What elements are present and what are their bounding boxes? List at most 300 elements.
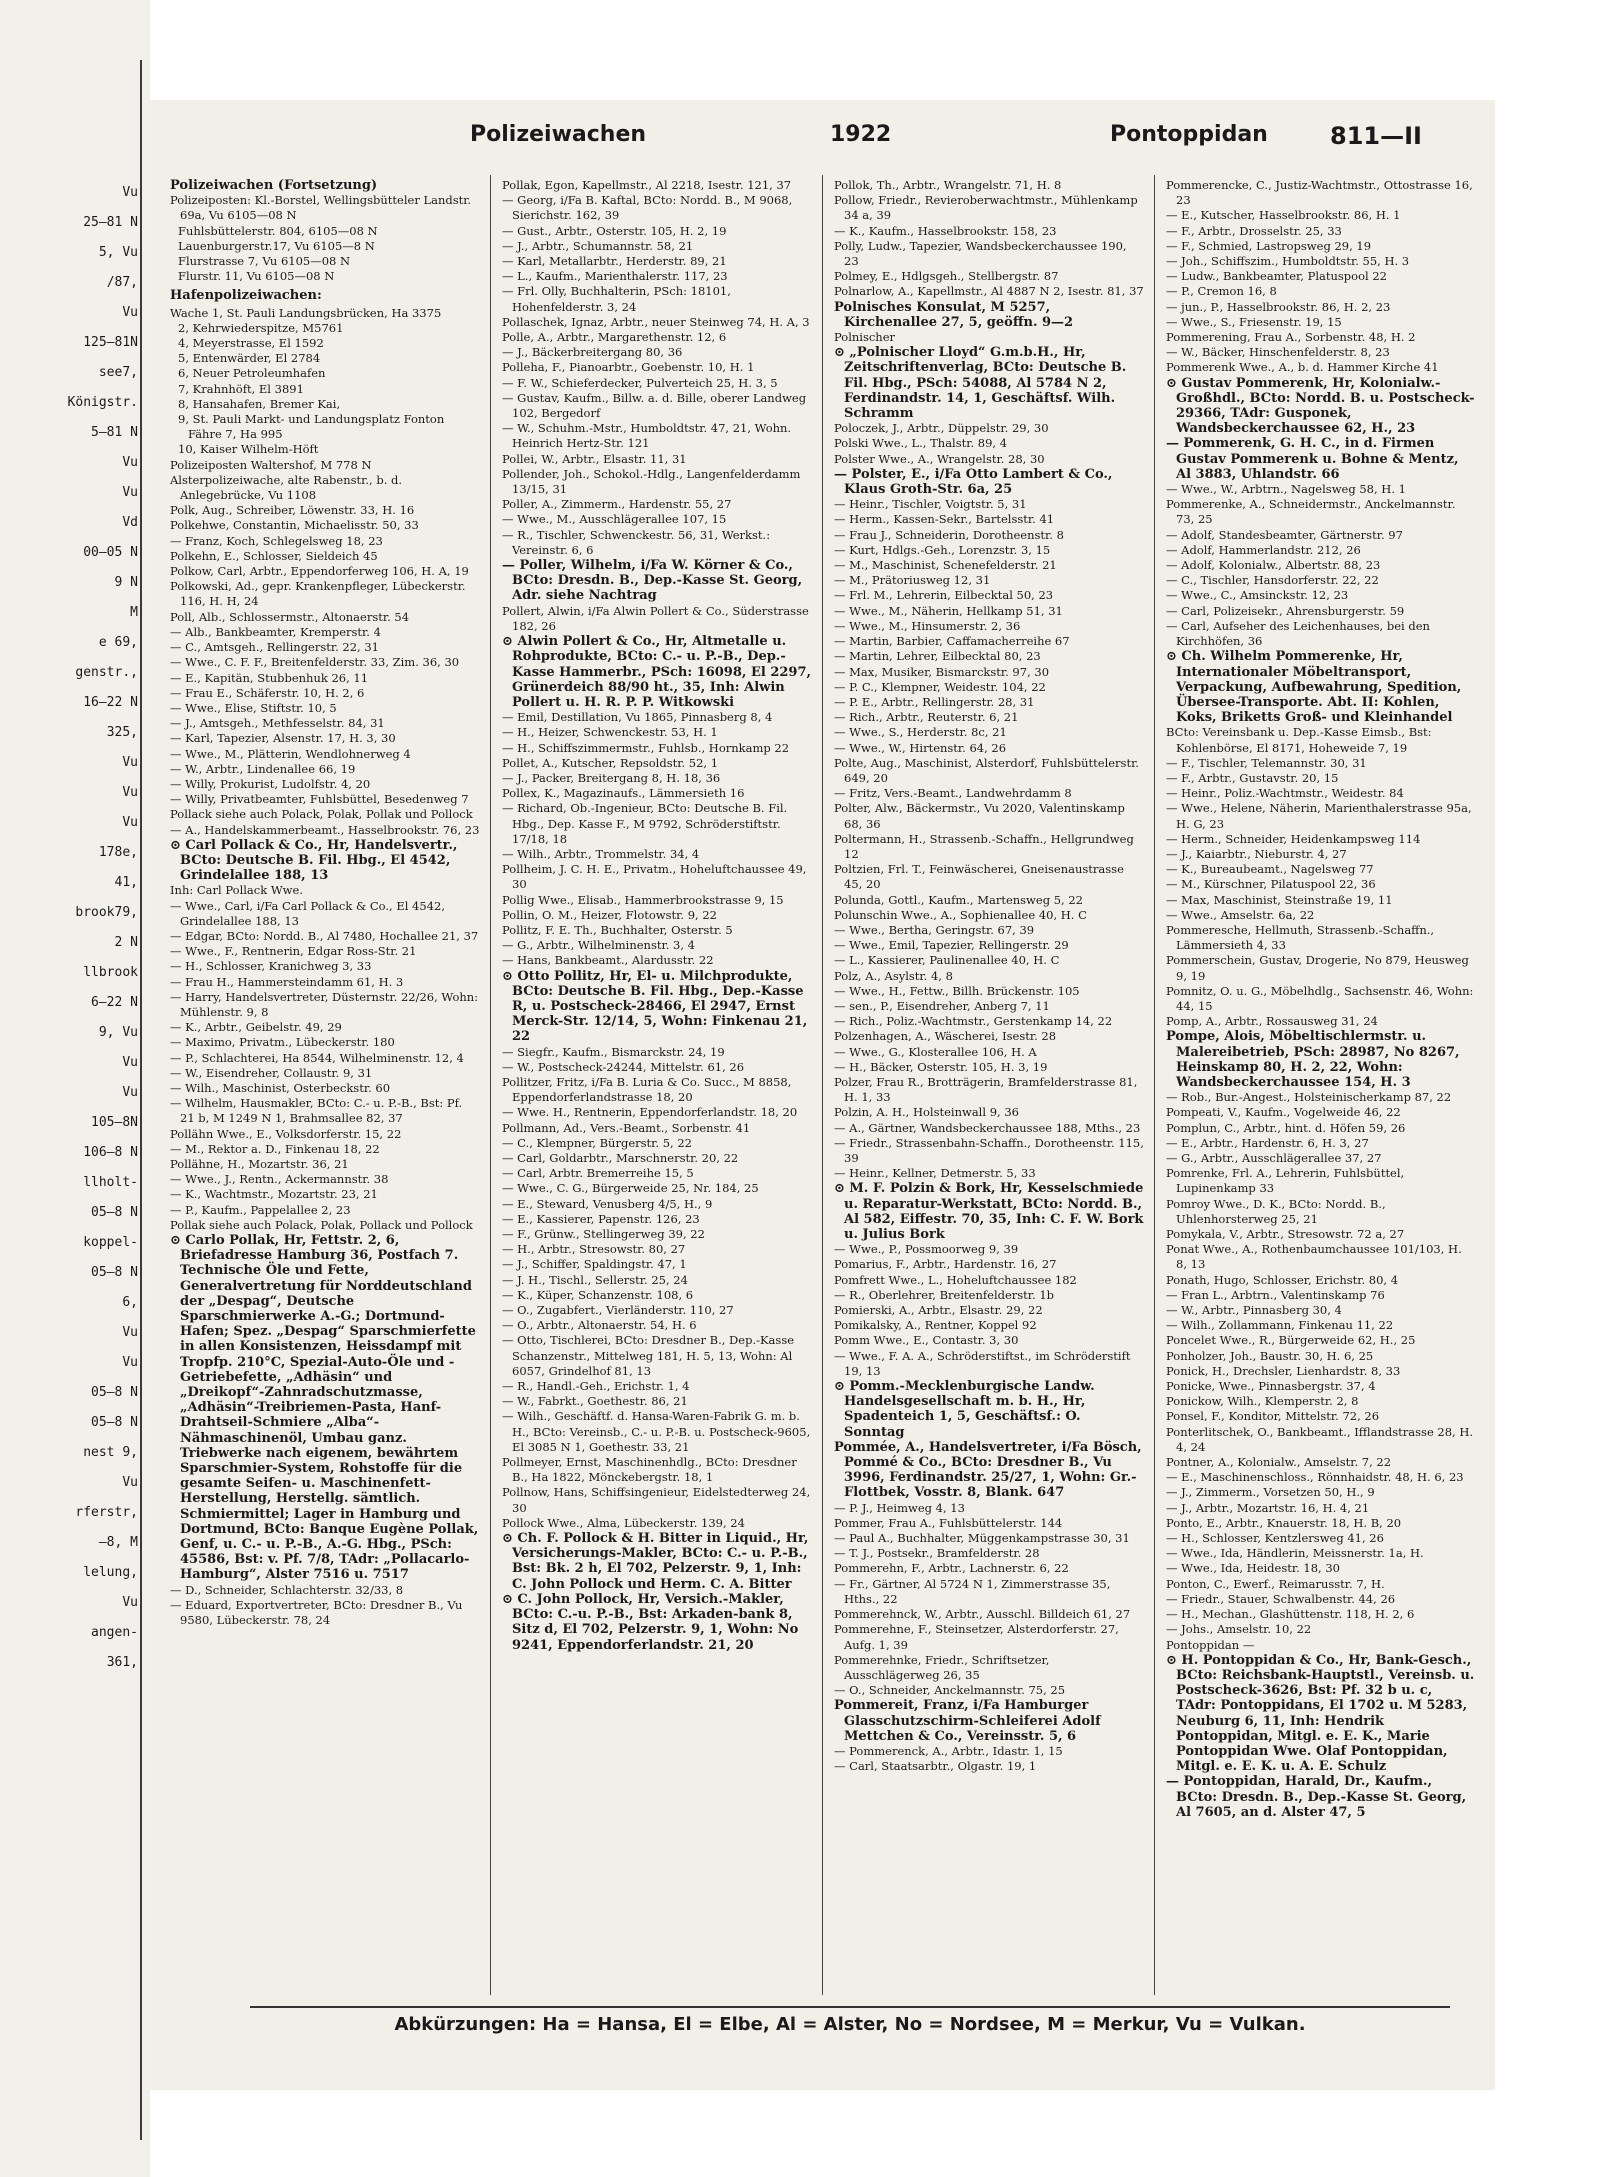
directory-entry: Ponath, Hugo, Schlosser, Erichstr. 80, 4 xyxy=(1166,1272,1399,1287)
directory-entry: — Wwe., Elise, Stiftstr. 10, 5 xyxy=(170,700,337,715)
directory-entry: — H., Schiffszimmermstr., Fuhlsb., Hornkamp 22 xyxy=(502,740,790,755)
directory-entry: — Gust., Arbtr., Osterstr. 105, H. 2, 19 xyxy=(502,223,727,238)
margin-fragment: 25—81 N xyxy=(83,215,138,230)
column-1 xyxy=(170,178,480,1988)
directory-entry: — Carl, Aufseher des Leichenhauses, bei den Kirchhöfen, 36 xyxy=(1166,618,1430,649)
directory-entry: — Pommerenk, G. H. C., in d. Firmen Gustav Pommerenk u. Bohne & Mentz, Al 3883, Uhlandstr. 66 xyxy=(1166,436,1459,482)
directory-entry: — Kurt, Hdlgs.-Geh., Lorenzstr. 3, 15 xyxy=(834,542,1051,557)
directory-entry: Pollähn Wwe., E., Volksdorferstr. 15, 22 xyxy=(170,1126,402,1141)
directory-entry: — Otto, Tischlerei, BCto: Dresdner B., Dep.-Kasse Schanzenstr., Mittelweg 181, H. 5, 13, Wohn: Al 6057, Grindelhof 81, 13 xyxy=(502,1333,795,1378)
directory-entry: Pomykala, V., Arbtr., Stresowstr. 72 a, 27 xyxy=(1166,1227,1405,1242)
margin-fragment: koppel- xyxy=(83,1235,138,1250)
directory-entry: — Heinr., Poliz.-Wachtmstr., Weidestr. 84 xyxy=(1166,786,1404,801)
directory-entry: — Carl, Polizeisekr., Ahrensburgerstr. 59 xyxy=(1166,603,1405,618)
column-divider xyxy=(490,175,491,1995)
directory-entry: Pomrenke, Frl. A., Lehrerin, Fuhlsbüttel, Lupinenkamp 33 xyxy=(1166,1166,1405,1196)
directory-entry: — Adolf, Hammerlandstr. 212, 26 xyxy=(1166,542,1361,557)
directory-entry: Pollaschek, Ignaz, Arbtr., neuer Steinweg 74, H. A, 3 xyxy=(502,314,810,329)
directory-entry: Pollex, K., Magazinaufs., Lämmersieth 16 xyxy=(502,786,745,801)
directory-entry: Polster Wwe., A., Wrangelstr. 28, 30 xyxy=(834,451,1045,466)
margin-fragment: —8, M xyxy=(98,1535,138,1550)
directory-entry: — P., Kaufm., Pappelallee 2, 23 xyxy=(170,1202,351,1217)
directory-entry: — H., Mechan., Glashüttenstr. 118, H. 2, 6 xyxy=(1166,1607,1415,1622)
directory-entry: — K., Küper, Schanzenstr. 108, 6 xyxy=(502,1287,694,1302)
margin-fragment: Vu xyxy=(122,1475,138,1490)
directory-entry: — Wwe., F. A. A., Schröderstiftst., im Schröderstift 19, 13 xyxy=(834,1348,1131,1378)
directory-entry: Polkehn, E., Schlosser, Sieldeich 45 xyxy=(170,548,378,563)
directory-entry: — Franz, Koch, Schlegelsweg 18, 23 xyxy=(170,533,383,548)
directory-entry: — Poller, Wilhelm, i/Fa W. Körner & Co., BCto: Dresdn. B., Dep.-Kasse St. Georg, Adr. siehe Nachtrag xyxy=(502,558,803,604)
directory-entry: — F., Grünw., Stellingerweg 39, 22 xyxy=(502,1227,705,1242)
directory-entry: Polski Wwe., L., Thalstr. 89, 4 xyxy=(834,436,1008,451)
adjacent-page-margin xyxy=(0,0,150,2177)
page-gutter-line xyxy=(140,60,142,2140)
directory-entry: — Frau E., Schäferstr. 10, H. 2, 6 xyxy=(170,685,365,700)
directory-entry: — T. J., Postsekr., Bramfelderstr. 28 xyxy=(834,1546,1040,1561)
directory-entry: — H., Arbtr., Stresowstr. 80, 27 xyxy=(502,1242,686,1257)
directory-entry: — Polster, E., i/Fa Otto Lambert & Co., Klaus Groth-Str. 6a, 25 xyxy=(834,466,1113,498)
margin-fragment: genstr., xyxy=(75,665,138,680)
directory-entry: Poloczek, J., Arbtr., Düppelstr. 29, 30 xyxy=(834,421,1049,436)
margin-fragment: 05—8 N xyxy=(91,1385,138,1400)
directory-entry: — Johs., Amselstr. 10, 22 xyxy=(1166,1622,1312,1637)
directory-entry: ⊙ H. Pontoppidan & Co., Hr, Bank-Gesch., BCto: Reichsbank-Hauptstl., Vereinsb. u. Postscheck-3626, Bst: Pf. 32 b u. c, TAdr: Pontoppidans, El 1702 u. M 5283, Neuburg 6, 11, Inh: Hendrik Pontoppidan, Mitgl. e. E. K., Marie Pontoppidan Wwe. Olaf Pontoppidan, Mitgl. e. E. K. u. A. E. Schulz xyxy=(1166,1652,1475,1775)
column-divider xyxy=(1154,175,1155,1995)
directory-entry: — Georg, i/Fa B. Kaftal, BCto: Nordd. B., M 9068, Sierichstr. 162, 39 xyxy=(502,193,793,223)
margin-fragment: 125—81N xyxy=(83,335,138,350)
margin-fragment: Vu xyxy=(122,1595,138,1610)
header-year: 1922 xyxy=(830,122,892,147)
directory-entry: — Carl, Arbtr. Bremerreihe 15, 5 xyxy=(502,1166,694,1181)
directory-entry: — J., Kaiarbtr., Nieburstr. 4, 27 xyxy=(1166,846,1347,861)
directory-entry: Pontner, A., Kolonialw., Amselstr. 7, 22 xyxy=(1166,1455,1392,1470)
directory-entry: — Richard, Ob.-Ingenieur, BCto: Deutsche B. Fil. Hbg., Dep. Kasse F., M 9792, Schröderstiftstr. 17/18, 18 xyxy=(502,801,788,846)
directory-entry: Polmey, E., Hdlgsgeh., Stellbergstr. 87 xyxy=(834,269,1059,284)
margin-fragment: Vu xyxy=(122,785,138,800)
header-section-title: Polizeiwachen xyxy=(470,122,647,147)
directory-entry: — H., Schlosser, Kentzlersweg 41, 26 xyxy=(1166,1531,1384,1546)
directory-entry: Polkow, Carl, Arbtr., Eppendorferweg 106, H. A, 19 xyxy=(170,564,469,579)
directory-entry: — H., Bäcker, Osterstr. 105, H. 3, 19 xyxy=(834,1059,1048,1074)
directory-entry: — E., Maschinenschloss., Rönnhaidstr. 48, H. 6, 23 xyxy=(1166,1470,1464,1485)
directory-entry: — Fr., Gärtner, Al 5724 N 1, Zimmerstrasse 35, Hths., 22 xyxy=(834,1576,1111,1606)
directory-entry: — J., Arbtr., Mozartstr. 16, H. 4, 21 xyxy=(1166,1500,1370,1515)
directory-entry: — Wwe., W., Hirtenstr. 64, 26 xyxy=(834,740,1007,755)
directory-entry: — E., Arbtr., Hardenstr. 6, H. 3, 27 xyxy=(1166,1135,1369,1150)
directory-entry: — Frau H., Hammersteindamm 61, H. 3 xyxy=(170,974,404,989)
directory-entry: Hafenpolizeiwachen: xyxy=(170,288,322,304)
directory-entry: Pollender, Joh., Schokol.-Hdlg., Langenfelderdamm 13/15, 31 xyxy=(502,466,801,497)
directory-entry: ⊙ Ch. Wilhelm Pommerenke, Hr, Internationaler Möbeltransport, Verpackung, Aufbewahrung, Spedition, Übersee-Transporte. Abt. II: Kohlen, Koks, Briketts Groß- und Kleinhandel xyxy=(1166,649,1462,726)
directory-entry: Polzin, A. H., Holsteinwall 9, 36 xyxy=(834,1105,1019,1120)
directory-entry: Pomierski, A., Arbtr., Elsastr. 29, 22 xyxy=(834,1303,1043,1318)
directory-entry: — Wwe., M., Näherin, Hellkamp 51, 31 xyxy=(834,603,1063,618)
margin-fragment: 00—05 N xyxy=(83,545,138,560)
directory-entry: — Karl, Metallarbtr., Herderstr. 89, 21 xyxy=(502,254,727,269)
directory-entry: Pollow, Friedr., Revieroberwachtmstr., Mühlenkamp 34 a, 39 xyxy=(834,193,1138,223)
directory-entry: — J., Zimmerm., Vorsetzen 50, H., 9 xyxy=(1166,1485,1375,1500)
directory-entry: Pollitzer, Fritz, i/Fa B. Luria & Co. Succ., M 8858, Eppendorferlandstrasse 18, 20 xyxy=(502,1074,792,1105)
directory-entry: Pommerehnke, Friedr., Schriftsetzer, Ausschlägerweg 26, 35 xyxy=(834,1652,1050,1682)
directory-entry: — Wwe., C. G., Bürgerweide 25, Nr. 184, 25 xyxy=(502,1181,759,1196)
directory-entry: — Wilhelm, Hausmakler, BCto: C.- u. P.-B., Bst: Pf. 21 b, M 1249 N 1, Brahmsallee 82, 37 xyxy=(170,1096,463,1126)
directory-entry: Pollin, O. M., Heizer, Flotowstr. 9, 22 xyxy=(502,907,717,922)
directory-entry: ⊙ Carl Pollack & Co., Hr, Handelsvertr., BCto: Deutsche B. Fil. Hbg., El 4542, Grindelallee 188, 13 xyxy=(170,837,458,884)
directory-entry: — Wwe., Helene, Näherin, Marienthalerstrasse 95a, H. G, 23 xyxy=(1166,801,1472,831)
directory-entry: Poll, Alb., Schlossermstr., Altonaerstr. 54 xyxy=(170,609,410,624)
directory-entry: — Siegfr., Kaufm., Bismarckstr. 24, 19 xyxy=(502,1044,725,1059)
directory-entry: Pommeresche, Hellmuth, Strassenb.-Schaffn., Lämmersieth 4, 33 xyxy=(1166,922,1435,953)
directory-entry: — Adolf, Kolonialw., Albertstr. 88, 23 xyxy=(1166,558,1381,573)
directory-entry: Ponat Wwe., A., Rothenbaumchaussee 101/103, H. 8, 13 xyxy=(1166,1242,1462,1272)
directory-entry: — F., Schmied, Lastropsweg 29, 19 xyxy=(1166,238,1372,253)
directory-entry: Pollak siehe auch Polack, Polak, Pollack und Pollock xyxy=(170,1217,473,1232)
directory-entry: Ponickow, Wilh., Klemperstr. 2, 8 xyxy=(1166,1394,1359,1409)
directory-entry: 5, Entenwärder, El 2784 xyxy=(178,351,321,366)
directory-entry: — Carl, Staatsarbtr., Olgastr. 19, 1 xyxy=(834,1759,1037,1774)
directory-entry: — Wwe., Amselstr. 6a, 22 xyxy=(1166,907,1315,922)
margin-fragment: Vu xyxy=(122,1085,138,1100)
directory-entry: — Wilh., Zollammann, Finkenau 11, 22 xyxy=(1166,1318,1394,1333)
directory-entry: — W., Arbtr., Lindenallee 66, 19 xyxy=(170,761,356,776)
directory-entry: — Rich., Poliz.-Wachtmstr., Gerstenkamp 14, 22 xyxy=(834,1014,1113,1029)
margin-fragment: 2 N xyxy=(114,935,138,950)
column-2 xyxy=(502,178,812,1988)
directory-entry: — G., Arbtr., Ausschlägerallee 37, 27 xyxy=(1166,1151,1382,1165)
directory-entry: — J., Packer, Breitergang 8, H. 18, 36 xyxy=(502,770,721,785)
directory-entry: Pollähne, H., Mozartstr. 36, 21 xyxy=(170,1157,349,1171)
directory-entry: — J., Arbtr., Schumannstr. 58, 21 xyxy=(502,238,694,253)
header-page-number: 811—II xyxy=(1330,122,1422,150)
margin-fragment: /87, xyxy=(106,275,138,290)
margin-fragment: Vu xyxy=(122,485,138,500)
directory-entry: — K., Arbtr., Geibelstr. 49, 29 xyxy=(170,1020,342,1035)
directory-entry: Pollheim, J. C. H. E., Privatm., Hoheluftchaussee 49, 30 xyxy=(502,862,807,892)
margin-fragment: 5, Vu xyxy=(98,245,138,260)
directory-entry: — L., Kaufm., Marienthalerstr. 117, 23 xyxy=(502,269,728,284)
margin-fragment: Vu xyxy=(122,1325,138,1340)
margin-fragment: nest 9, xyxy=(83,1445,138,1460)
margin-fragment: lelung, xyxy=(83,1565,138,1580)
directory-entry: — Wwe. H., Rentnerin, Eppendorferlandstr. 18, 20 xyxy=(502,1105,798,1120)
directory-entry: — Paul A., Buchhalter, Müggenkampstrasse 30, 31 xyxy=(834,1531,1130,1546)
directory-entry: — Gustav, Kaufm., Billw. a. d. Bille, oberer Landweg 102, Bergedorf xyxy=(502,390,807,421)
directory-entry: — Wwe., H., Fettw., Billh. Brückenstr. 105 xyxy=(834,983,1080,998)
directory-entry: — Wwe., J., Rentn., Ackermannstr. 38 xyxy=(170,1172,389,1187)
directory-entry: — O., Arbtr., Altonaerstr. 54, H. 6 xyxy=(502,1318,697,1333)
margin-fragment: 361, xyxy=(106,1655,138,1670)
directory-entry: — F., Arbtr., Drosselstr. 25, 33 xyxy=(1166,223,1342,238)
directory-entry: — Wwe., M., Ausschlägerallee 107, 15 xyxy=(502,512,727,527)
directory-entry: — A., Gärtner, Wandsbeckerchaussee 188, Mths., 23 xyxy=(834,1120,1141,1135)
directory-entry: — Joh., Schiffszim., Humboldtstr. 55, H. 3 xyxy=(1166,254,1410,269)
directory-entry: Pomfrett Wwe., L., Hoheluftchaussee 182 xyxy=(834,1272,1077,1287)
directory-entry: — W., Eisendreher, Collaustr. 9, 31 xyxy=(170,1065,373,1080)
directory-entry: — K., Kaufm., Hasselbrookstr. 158, 23 xyxy=(834,223,1057,238)
directory-entry: ⊙ Ch. F. Pollock & H. Bitter in Liquid., Hr, Versicherungs-Makler, BCto: C.- u. P.-B., Bst: Bk. 2 h, El 702, Pelzerstr. 9, 1, Inh: C. John Pollock und Herm. C. A. Bitter xyxy=(502,1531,809,1592)
directory-entry: — M., Maschinist, Schenefelderstr. 21 xyxy=(834,558,1057,573)
directory-entry: — Willy, Privatbeamter, Fuhlsbüttel, Besedenweg 7 xyxy=(170,792,469,807)
column-4 xyxy=(1166,178,1476,1988)
directory-entry: Pomikalsky, A., Rentner, Koppel 92 xyxy=(834,1318,1037,1333)
directory-entry: Ponicke, Wwe., Pinnasbergstr. 37, 4 xyxy=(1166,1379,1376,1394)
directory-entry: Pontoppidan — xyxy=(1166,1637,1255,1652)
directory-entry: — P. J., Heimweg 4, 13 xyxy=(834,1500,965,1515)
margin-fragment: llholt- xyxy=(83,1175,138,1190)
directory-entry: Pomnitz, O. u. G., Möbelhdlg., Sachsenstr. 46, Wohn: 44, 15 xyxy=(1166,983,1474,1013)
directory-entry: — Wwe., Ida, Händlerin, Meissnerstr. 1a, H. xyxy=(1166,1546,1424,1561)
directory-entry: Pommerehn, F., Arbtr., Lachnerstr. 6, 22 xyxy=(834,1561,1069,1576)
directory-entry: — Wilh., Geschäftf. d. Hansa-Waren-Fabrik G. m. b. H., BCto: Vereinsb., C.- u. P.-B. u. Postscheck-9605, El 3085 N 1, Goethestr. 33, 21 xyxy=(502,1409,811,1454)
directory-entry: Pollet, A., Kutscher, Repsoldstr. 52, 1 xyxy=(502,755,719,770)
directory-entry: 4, Meyerstrasse, El 1592 xyxy=(178,336,324,351)
directory-entry: — K., Wachtmstr., Mozartstr. 23, 21 xyxy=(170,1187,378,1202)
directory-entry: Pommerenk Wwe., A., b. d. Hammer Kirche 41 xyxy=(1166,360,1439,375)
directory-entry: Polly, Ludw., Tapezier, Wandsbeckerchaussee 190, 23 xyxy=(834,238,1127,269)
directory-entry: 2, Kehrwiederspitze, M5761 xyxy=(178,320,344,335)
directory-entry: Polkowski, Ad., gepr. Krankenpfleger, Lübeckerstr. 116, H. H, 24 xyxy=(170,579,466,609)
directory-entry: Pommerehne, F., Steinsetzer, Alsterdorferstr. 27, Aufg. 1, 39 xyxy=(834,1622,1119,1652)
directory-entry: — Fran L., Arbtrn., Valentinskamp 76 xyxy=(1166,1287,1385,1302)
directory-entry: Flurstr. 11, Vu 6105—08 N xyxy=(178,269,335,284)
directory-entry: — M., Kürschner, Pilatuspool 22, 36 xyxy=(1166,877,1376,892)
directory-entry: Pompe, Alois, Möbeltischlermstr. u. Malereibetrieb, PSch: 28987, No 8267, Heinskamp 80, H. 2, 22, Wohn: Wandsbeckerchaussee 154, H. 3 xyxy=(1166,1029,1460,1090)
directory-entry: Polunda, Gottl., Kaufm., Martensweg 5, 22 xyxy=(834,892,1083,907)
directory-entry: — D., Schneider, Schlachterstr. 32/33, 8 xyxy=(170,1582,404,1597)
directory-entry: — P., Cremon 16, 8 xyxy=(1166,284,1277,299)
directory-entry: — Wwe., Emil, Tapezier, Rellingerstr. 29 xyxy=(834,938,1069,953)
directory-entry: — Eduard, Exportvertreter, BCto: Dresdner B., Vu 9580, Lübeckerstr. 78, 24 xyxy=(170,1597,463,1628)
directory-entry: Ponterlitschek, O., Bankbeamt., Ifflandstrasse 28, H. 4, 24 xyxy=(1166,1424,1474,1454)
directory-entry: Pommer, Frau A., Fuhlsbüttelerstr. 144 xyxy=(834,1515,1063,1530)
running-header xyxy=(150,122,1495,162)
directory-entry: Pommée, A., Handelsvertreter, i/Fa Bösch, Pommé & Co., BCto: Dresdner B., Vu 3996, Ferdinandstr. 25/27, 1, Wohn: Gr.-Flottbek, Vosstr. 8, Blank. 647 xyxy=(834,1439,1142,1501)
margin-fragment: 41, xyxy=(114,875,138,890)
directory-entry: — Martin, Lehrer, Eilbecktal 80, 23 xyxy=(834,649,1041,664)
directory-entry: — F., Tischler, Telemannstr. 30, 31 xyxy=(1166,755,1367,770)
directory-entry: — F. W., Schieferdecker, Pulverteich 25, H. 3, 5 xyxy=(502,375,778,390)
directory-entry: — Rich., Arbtr., Reuterstr. 6, 21 xyxy=(834,710,1019,725)
margin-fragment: e 69, xyxy=(98,635,138,650)
directory-entry: — L., Kassierer, Paulinenallee 40, H. C xyxy=(834,953,1060,968)
margin-fragment: Vu xyxy=(122,185,138,200)
margin-fragment: llbrook xyxy=(83,965,138,980)
directory-entry: — Wwe., P., Possmoorweg 9, 39 xyxy=(834,1242,1019,1257)
directory-entry: 8, Hansahafen, Bremer Kai, xyxy=(178,396,341,411)
directory-entry: — F., Arbtr., Gustavstr. 20, 15 xyxy=(1166,770,1339,785)
directory-entry: Pollmann, Ad., Vers.-Beamt., Sorbenstr. 41 xyxy=(502,1120,751,1135)
directory-entry: Polizeiposten: Kl.-Borstel, Wellingsbütteler Landstr. 69a, Vu 6105—08 N xyxy=(170,193,472,223)
directory-entry: — J., Schiffer, Spaldingstr. 47, 1 xyxy=(502,1257,687,1272)
margin-fragment: Vu xyxy=(122,1055,138,1070)
directory-entry: — Karl, Tapezier, Alsenstr. 17, H. 3, 30 xyxy=(170,731,396,746)
directory-entry: — Ludw., Bankbeamter, Platuspool 22 xyxy=(1166,269,1387,284)
directory-entry: Ponholzer, Joh., Baustr. 30, H. 6, 25 xyxy=(1166,1348,1374,1363)
directory-entry: Polizeiposten Waltershof, M 778 N xyxy=(170,457,372,472)
abbreviations-footer: Abkürzungen: Ha = Hansa, El = Elbe, Al = Alster, No = Nordsee, M = Merkur, Vu = Vulkan. xyxy=(250,2006,1450,2046)
directory-entry: Polz, A., Asylstr. 4, 8 xyxy=(834,968,953,983)
directory-entry: — Wwe., Ida, Heidestr. 18, 30 xyxy=(1166,1561,1340,1576)
directory-entry: Pollert, Alwin, i/Fa Alwin Pollert & Co., Süderstrasse 182, 26 xyxy=(502,603,809,633)
directory-page xyxy=(150,100,1495,2090)
directory-entry: Polter, Alw., Bäckermstr., Vu 2020, Valentinskamp 68, 36 xyxy=(834,801,1125,831)
margin-fragment: 05—8 N xyxy=(91,1205,138,1220)
directory-entry: Polunschin Wwe., A., Sophienallee 40, H. C xyxy=(834,907,1087,922)
directory-entry: — Wwe., C. F. F., Breitenfelderstr. 33, Zim. 36, 30 xyxy=(170,655,460,670)
directory-entry: — Herm., Kassen-Sekr., Bartelsstr. 41 xyxy=(834,512,1055,527)
directory-entry: — Friedr., Stauer, Schwalbenstr. 44, 26 xyxy=(1166,1591,1396,1606)
directory-entry: 6, Neuer Petroleumhafen xyxy=(178,366,326,381)
directory-entry: — Maximo, Privatm., Lübeckerstr. 180 xyxy=(170,1035,395,1050)
directory-entry: — Wwe., S., Friesenstr. 19, 15 xyxy=(1166,314,1342,329)
margin-fragment: Vd xyxy=(122,515,138,530)
margin-fragment: Vu xyxy=(122,1355,138,1370)
directory-entry: ⊙ C. John Pollock, Hr, Versich.-Makler, BCto: C.-u. P.-B., Bst: Arkaden-bank 8, Sitz d, El 702, Pelzerstr. 9, 1, Wohn: No 9241, Eppendorferlandstr. 21, 20 xyxy=(502,1591,799,1653)
directory-entry: Pollitz, F. E. Th., Buchhalter, Osterstr. 5 xyxy=(502,922,733,937)
directory-entry: — Wilh., Maschinist, Osterbeckstr. 60 xyxy=(170,1080,391,1095)
directory-entry: ⊙ Carlo Pollak, Hr, Fettstr. 2, 6, Briefadresse Hamburg 36, Postfach 7. Technische Öle und Fette, Generalvertretung für Norddeutschland der „Despag“, Deutsche Sparschmierwerke A.-G.; Dortmund-Hafen; Spez. „Despag“ Sparschmierfette in allen Konsistenzen, Heissdampf mit Tropfp. 210°C, Spezial-Auto-Öle und -Getriebefette, „Adhäsin“ und „Dreikopf“-Zahnradschutzmasse, „Adhäsin“-Treibriemen-Pasta, Hanf-Drahtseil-Schmiere „Alba“-Nähmaschinenöl, Umbau ganz. Triebwerke nach eigenem, bewährtem Sparschmier-System, Rohstoffe für die gesamte Seifen- u. Maschinenfett-Herstellung, Herstellg. sämtlich. Schmiermittel; Lager in Hamburg und Dortmund, BCto: Banque Eugène Pollak, Genf, u. C.- u. P.-B., A.-G. Hbg., PSch: 45586, Bst: v. Pf. 7/8, TAdr: „Pollacarlo-Hamburg“, Alster 7516 u. 7517 xyxy=(170,1233,479,1583)
directory-entry: Pomarius, F., Arbtr., Hardenstr. 16, 27 xyxy=(834,1257,1057,1272)
directory-entry: — C., Tischler, Hansdorferstr. 22, 22 xyxy=(1166,573,1379,588)
directory-entry: Polnisches Konsulat, M 5257, Kirchenallee 27, 5, geöffn. 9—2 xyxy=(834,299,1074,330)
directory-entry: Wache 1, St. Pauli Landungsbrücken, Ha 3375 xyxy=(170,305,442,320)
directory-entry: — W., Postscheck-24244, Mittelstr. 61, 26 xyxy=(502,1059,745,1074)
directory-entry: ⊙ M. F. Polzin & Bork, Hr, Kesselschmiede u. Reparatur-Werkstatt, BCto: Nordd. B., Al 582, Eiffestr. 70, 35, Inh: C. F. W. Bork u. Julius Bork xyxy=(834,1181,1144,1243)
directory-entry: — K., Bureaubeamt., Nagelsweg 77 xyxy=(1166,862,1374,877)
directory-entry: Poltermann, H., Strassenb.-Schaffn., Hellgrundweg 12 xyxy=(834,831,1134,861)
directory-entry: Pollak, Egon, Kapellmstr., Al 2218, Isestr. 121, 37 xyxy=(502,178,792,192)
directory-entry: — Wwe., M., Hinsumerstr. 2, 36 xyxy=(834,618,1021,633)
directory-entry: — R., Oberlehrer, Breitenfelderstr. 1b xyxy=(834,1287,1055,1302)
margin-fragment: Vu xyxy=(122,815,138,830)
margin-fragment: 106—8 N xyxy=(83,1145,138,1160)
directory-entry: — E., Kassierer, Papenstr. 126, 23 xyxy=(502,1211,700,1226)
directory-entry: — Wwe., G., Klosterallee 106, H. A xyxy=(834,1044,1037,1059)
directory-entry: — Wwe., Bertha, Geringstr. 67, 39 xyxy=(834,922,1035,937)
directory-entry: — Herm., Schneider, Heidenkampsweg 114 xyxy=(1166,831,1421,846)
margin-fragment: 6, xyxy=(122,1295,138,1310)
directory-entry: — Wwe., C., Amsinckstr. 12, 23 xyxy=(1166,588,1349,603)
directory-entry: Polzer, Frau R., Brotträgerin, Bramfelderstrasse 81, H. 1, 33 xyxy=(834,1074,1138,1105)
directory-entry: — W., Arbtr., Pinnasberg 30, 4 xyxy=(1166,1303,1342,1318)
directory-entry: — Martin, Barbier, Caffamacherreihe 67 xyxy=(834,634,1070,649)
directory-entry: — J., Amtsgeh., Methfesselstr. 84, 31 xyxy=(170,716,385,731)
directory-entry: — Max, Musiker, Bismarckstr. 97, 30 xyxy=(834,664,1050,679)
directory-entry: — sen., P., Eisendreher, Anberg 7, 11 xyxy=(834,998,1050,1013)
directory-entry: Ponto, E., Arbtr., Knauerstr. 18, H. B, 20 xyxy=(1166,1515,1402,1530)
directory-entry: Poncelet Wwe., R., Bürgerweide 62, H., 25 xyxy=(1166,1333,1416,1348)
directory-entry: Pomplun, C., Arbtr., hint. d. Höfen 59, 26 xyxy=(1166,1120,1406,1135)
directory-entry: — Wwe., W., Arbtrn., Nagelsweg 58, H. 1 xyxy=(1166,482,1406,497)
directory-entry: Pompeati, V., Kaufm., Vogelweide 46, 22 xyxy=(1166,1105,1401,1120)
directory-entry: — Fritz, Vers.-Beamt., Landwehrdamm 8 xyxy=(834,786,1072,801)
directory-entry: Polte, Aug., Maschinist, Alsterdorf, Fuhlsbüttelerstr. 649, 20 xyxy=(834,755,1139,785)
directory-entry: Polk, Aug., Schreiber, Löwenstr. 33, H. 16 xyxy=(170,503,415,518)
margin-fragment: see7, xyxy=(98,365,138,380)
margin-fragment: 9, Vu xyxy=(98,1025,138,1040)
margin-fragment: 16—22 N xyxy=(83,695,138,710)
directory-entry: Polzenhagen, A., Wäscherei, Isestr. 28 xyxy=(834,1029,1057,1044)
directory-entry: — A., Handelskammerbeamt., Hasselbrookstr. 76, 23 xyxy=(170,822,480,837)
directory-entry: — P. E., Arbtr., Rellingerstr. 28, 31 xyxy=(834,694,1035,709)
directory-entry: — Willy, Prokurist, Ludolfstr. 4, 20 xyxy=(170,776,371,791)
directory-entry: — W., Fabrkt., Goethestr. 86, 21 xyxy=(502,1394,688,1409)
directory-entry: ⊙ Alwin Pollert & Co., Hr, Altmetalle u. Rohprodukte, BCto: C.- u. P.-B., Dep.-Kasse Hammerbr., PSch: 16098, El 2297, Grünerdeich 88/90 ht., 35, Inh: Alwin Pollert u. H. R. P. P. Witkowski xyxy=(502,634,812,710)
directory-entry: — Pontoppidan, Harald, Dr., Kaufm., BCto: Dresdn. B., Dep.-Kasse St. Georg, Al 7605, an d. Alster 47, 5 xyxy=(1166,1774,1467,1820)
directory-entry: — H., Schlosser, Kranichweg 3, 33 xyxy=(170,959,372,974)
directory-entry: — M., Rektor a. D., Finkenau 18, 22 xyxy=(170,1141,380,1156)
directory-entry: Pollmeyer, Ernst, Maschinenhdlg., BCto: Dresdner B., Ha 1822, Mönckebergstr. 18, 1 xyxy=(502,1455,797,1485)
margin-fragment: 105—8N xyxy=(91,1115,138,1130)
directory-entry: — Heinr., Tischler, Voigtstr. 5, 31 xyxy=(834,497,1027,512)
directory-entry: — W., Bäcker, Hinschenfelderstr. 8, 23 xyxy=(1166,345,1390,360)
column-3 xyxy=(834,178,1144,1988)
margin-fragment: 6—22 N xyxy=(91,995,138,1010)
directory-entry: Pomroy Wwe., D. K., BCto: Nordd. B., Uhlenhorsterweg 25, 21 xyxy=(1166,1196,1386,1226)
directory-entry: — Frau J., Schneiderin, Dorotheenstr. 8 xyxy=(834,527,1064,542)
margin-fragment: 178e, xyxy=(98,845,138,860)
directory-entry: — M., Prätoriusweg 12, 31 xyxy=(834,573,991,588)
directory-entry: — Wwe., S., Herderstr. 8c, 21 xyxy=(834,725,1007,740)
directory-entry: — Adolf, Standesbeamter, Gärtnerstr. 97 xyxy=(1166,527,1403,542)
directory-entry: Pollig Wwe., Elisab., Hammerbrookstrasse 9, 15 xyxy=(502,892,784,907)
directory-entry: — O., Schneider, Anckelmannstr. 75, 25 xyxy=(834,1683,1066,1698)
directory-entry: 7, Krahnhöft, El 3891 xyxy=(178,381,304,396)
directory-entry: ⊙ Otto Pollitz, Hr, El- u. Milchprodukte, BCto: Deutsche B. Fil. Hbg., Dep.-Kasse R, u. Postscheck-28466, El 2947, Ernst Merck-Str. 12/14, 5, Wohn: Finkenau 21, 22 xyxy=(502,968,808,1045)
directory-entry: — P. C., Klempner, Weidestr. 104, 22 xyxy=(834,679,1046,694)
directory-entry: ⊙ Gustav Pommerenk, Hr, Kolonialw.-Großhdl., BCto: Nordd. B. u. Postscheck-29366, TAdr: Gusponek, Wandsbeckerchaussee 62, H., 23 xyxy=(1166,375,1475,437)
directory-entry: — Frl. M., Lehrerin, Eilbecktal 50, 23 xyxy=(834,588,1054,603)
directory-entry: Ponsel, F., Konditor, Mittelstr. 72, 26 xyxy=(1166,1409,1380,1424)
directory-entry: Polleha, F., Pianoarbtr., Goebenstr. 10, H. 1 xyxy=(502,360,755,375)
directory-entry: Pommerening, Frau A., Sorbenstr. 48, H. 2 xyxy=(1166,330,1416,345)
margin-fragment: brook79, xyxy=(75,905,138,920)
directory-entry: Flurstrasse 7, Vu 6105—08 N xyxy=(178,254,351,269)
margin-fragment: 5—81 N xyxy=(91,425,138,440)
directory-entry: Ponton, C., Ewerf., Reimarusstr. 7, H. xyxy=(1166,1576,1385,1591)
margin-fragment: M xyxy=(130,605,138,620)
directory-entry: — Heinr., Kellner, Detmerstr. 5, 33 xyxy=(834,1166,1036,1181)
directory-entry: — Wwe., F., Rentnerin, Edgar Ross-Str. 21 xyxy=(170,944,417,959)
directory-entry: Pollei, W., Arbtr., Elsastr. 11, 31 xyxy=(502,451,687,466)
directory-entry: — Wwe., Carl, i/Fa Carl Pollack & Co., El 4542, Grindelallee 188, 13 xyxy=(170,898,445,928)
directory-entry: Pomm Wwe., E., Contastr. 3, 30 xyxy=(834,1333,1019,1348)
directory-entry: Ponick, H., Drechsler, Lienhardstr. 8, 33 xyxy=(1166,1363,1401,1378)
directory-entry: BCto: Vereinsbank u. Dep.-Kasse Eimsb., Bst: Kohlenbörse, El 8171, Hoheweide 7, 19 xyxy=(1166,725,1432,755)
directory-entry: — G., Arbtr., Wilhelminenstr. 3, 4 xyxy=(502,938,695,953)
margin-fragment: 05—8 N xyxy=(91,1265,138,1280)
directory-entry: — C., Amtsgeh., Rellingerstr. 22, 31 xyxy=(170,640,379,655)
directory-entry: — R., Tischler, Schwenckestr. 56, 31, Werkst.: Vereinstr. 6, 6 xyxy=(502,527,771,557)
directory-entry: — Wwe., M., Plätterin, Wendlohnerweg 4 xyxy=(170,746,411,761)
directory-entry: 10, Kaiser Wilhelm-Höft xyxy=(178,442,319,457)
directory-entry: — E., Kutscher, Hasselbrookstr. 86, H. 1 xyxy=(1166,208,1401,223)
directory-entry: — P., Schlachterei, Ha 8544, Wilhelminenstr. 12, 4 xyxy=(170,1050,464,1065)
directory-entry: Polnarlow, A., Kapellmstr., Al 4887 N 2, Isestr. 81, 37 xyxy=(834,284,1144,299)
directory-entry: — Pommerenck, A., Arbtr., Idastr. 1, 15 xyxy=(834,1743,1063,1758)
directory-entry: Pommerschein, Gustav, Drogerie, No 879, Heusweg 9, 19 xyxy=(1166,953,1469,983)
directory-entry: Pommereit, Franz, i/Fa Hamburger Glasschutzschirm-Schleiferei Adolf Mettchen & Co., Vereinsstr. 5, 6 xyxy=(834,1698,1101,1744)
header-last-entry: Pontoppidan xyxy=(1110,122,1268,147)
margin-fragment: 325, xyxy=(106,725,138,740)
directory-entry: Inh: Carl Pollack Wwe. xyxy=(170,883,303,898)
directory-entry: — Hans, Bankbeamt., Alardusstr. 22 xyxy=(502,953,714,968)
directory-entry: Fuhlsbüttelerstr. 804, 6105—08 N xyxy=(178,223,378,238)
directory-entry: Pollok, Th., Arbtr., Wrangelstr. 71, H. 8 xyxy=(834,178,1062,192)
column-divider xyxy=(822,175,823,1995)
directory-entry: — C., Klempner, Bürgerstr. 5, 22 xyxy=(502,1135,692,1150)
directory-entry: — Alb., Bankbeamter, Kremperstr. 4 xyxy=(170,624,381,639)
